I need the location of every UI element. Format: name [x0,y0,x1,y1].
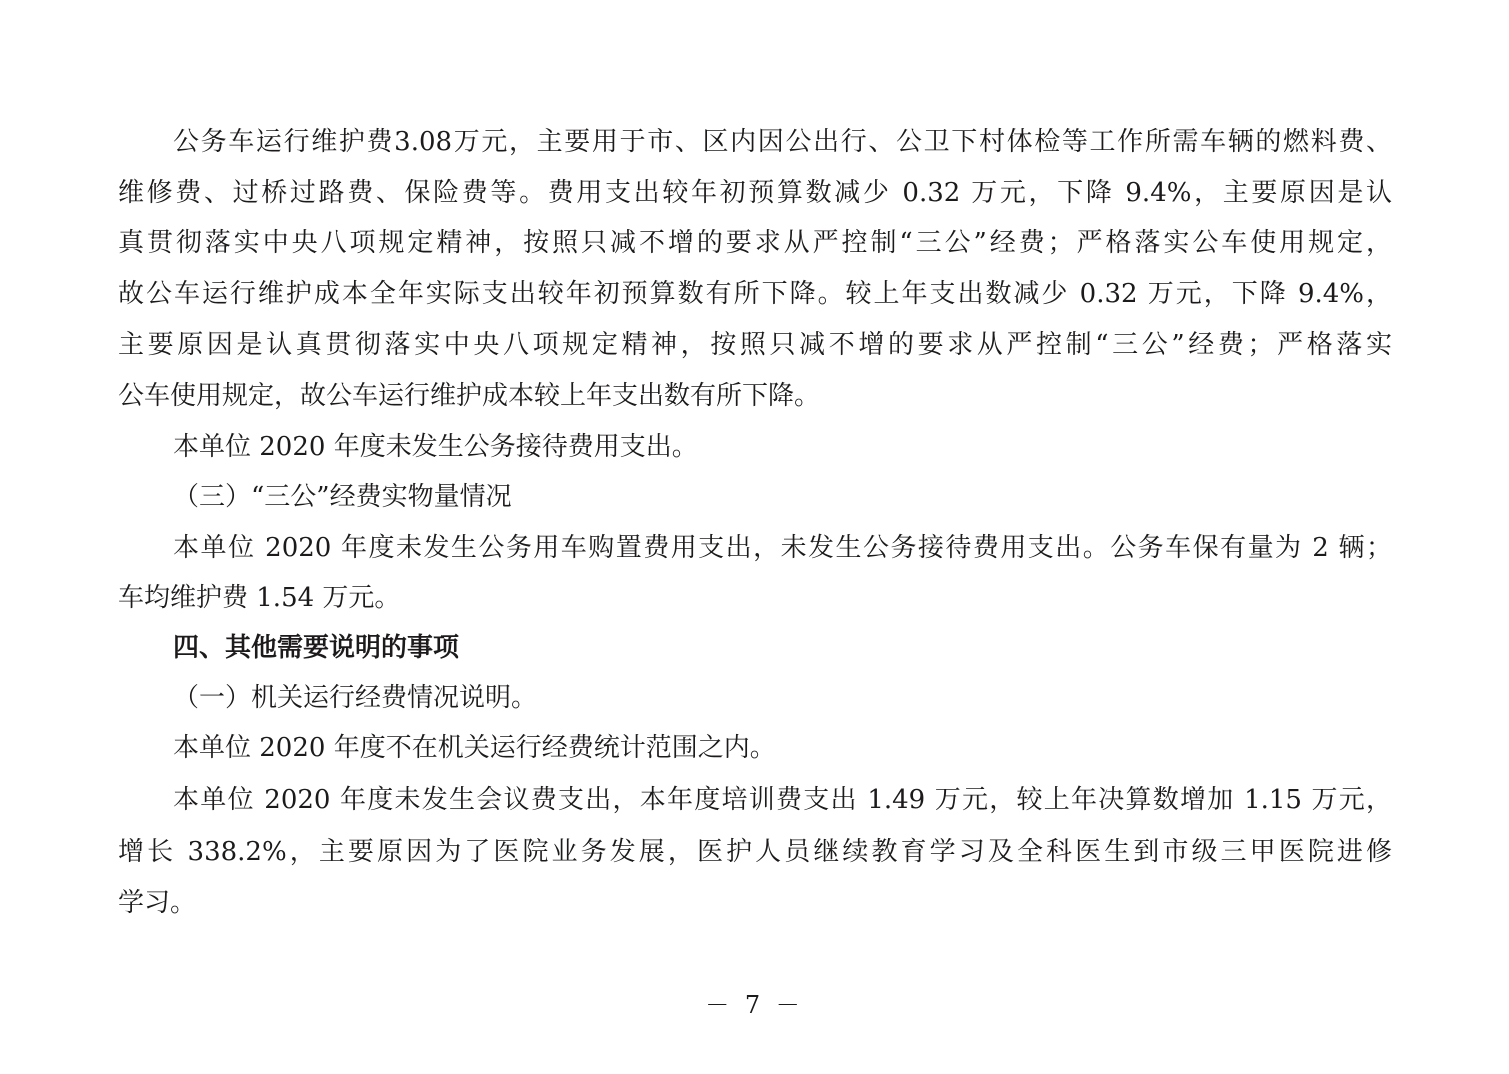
paragraph-line: 本单位 2020 年度未发生公务用车购置费用支出，未发生公务接待费用支出。公务车保有量为 2 辆； [173,533,1392,563]
paragraph-line: 公车使用规定，故公车运行维护成本较上年支出数有所下降。 [118,381,821,411]
paragraph-operating-costs: 本单位 2020 年度不在机关运行经费统计范围之内。 [173,733,776,763]
paragraph-line: 增长 338.2%，主要原因为了医院业务发展，医护人员继续教育学习及全科医生到市级三甲医院进修 [118,837,1392,867]
page-number: － 7 － [705,991,804,1019]
paragraph-line: 真贯彻落实中央八项规定精神，按照只减不增的要求从严控制“三公”经费；严格落实公车使用规定， [118,228,1392,258]
paragraph-line: 故公车运行维护成本全年实际支出较年初预算数有所下降。较上年支出数减少 0.32 万元，下降 9.4%， [118,279,1392,309]
section-heading-other-matters: 四、其他需要说明的事项 [173,633,460,663]
section-heading-physical-quantity: （三）“三公”经费实物量情况 [173,482,512,512]
paragraph-reception: 本单位 2020 年度未发生公务接待费用支出。 [173,432,698,462]
paragraph-line: 学习。 [118,888,197,918]
paragraph-line: 维修费、过桥过路费、保险费等。费用支出较年初预算数减少 0.32 万元，下降 9.4%，主要原因是认 [118,178,1392,208]
paragraph-line: 公务车运行维护费3.08万元，主要用于市、区内因公出行、公卫下村体检等工作所需车辆的燃料费、 [173,127,1392,157]
paragraph-line: 本单位 2020 年度未发生会议费支出，本年度培训费支出 1.49 万元，较上年决算数增加 1.15 万元， [173,785,1392,815]
subsection-heading-operating-costs: （一）机关运行经费情况说明。 [173,683,538,713]
paragraph-line: 主要原因是认真贯彻落实中央八项规定精神，按照只减不增的要求从严控制“三公”经费；严格落实 [118,330,1392,360]
paragraph-line: 车均维护费 1.54 万元。 [118,583,401,613]
